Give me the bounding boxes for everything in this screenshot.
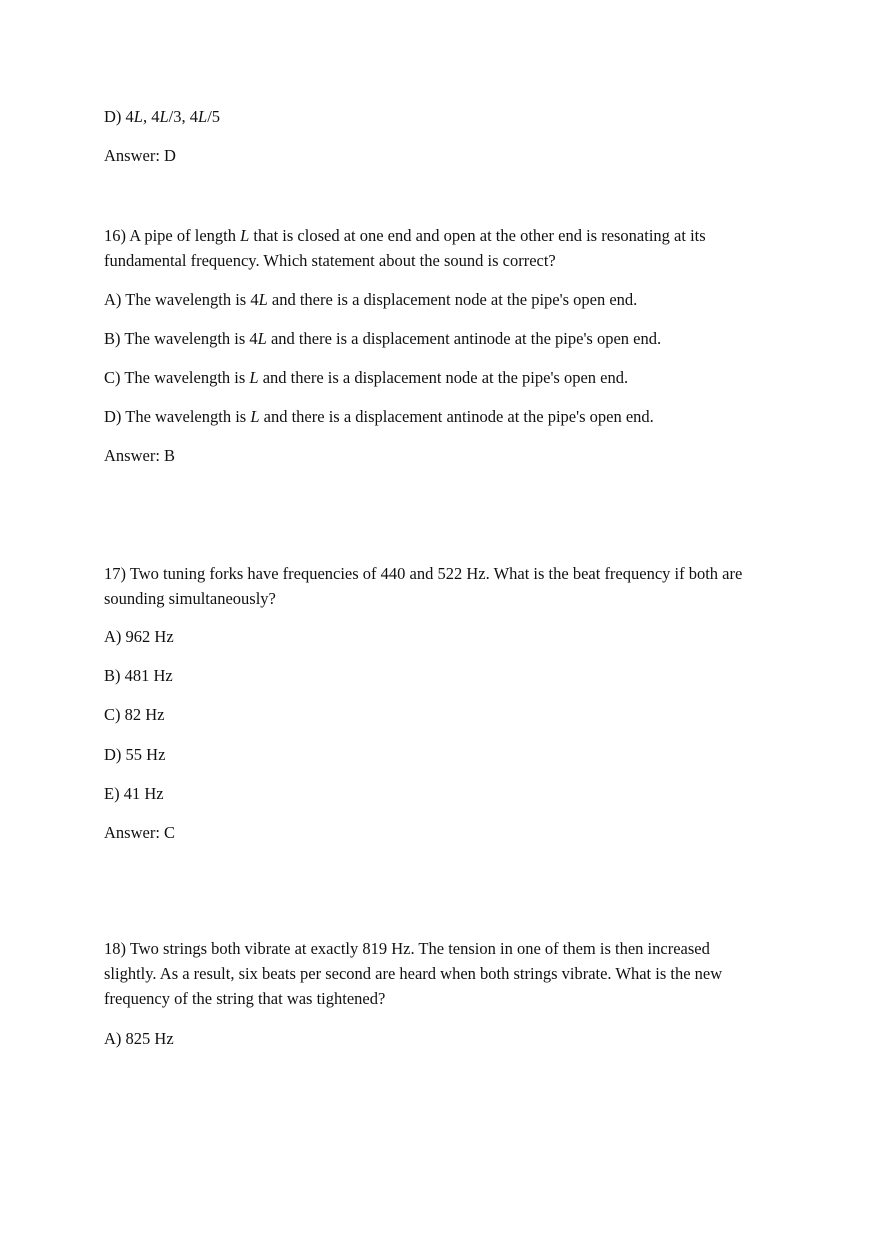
- text-fragment: and there is a displacement antinode at the pipe's open end.: [266, 329, 662, 348]
- variable-L: L: [198, 107, 208, 126]
- text-fragment: /3, 4: [168, 107, 199, 126]
- variable-L: L: [257, 329, 267, 348]
- q17-answer: Answer: C: [104, 823, 176, 842]
- text-fragment: 16) A pipe of length: [104, 226, 241, 245]
- q17-option-b: B) 481 Hz: [104, 666, 173, 685]
- text-fragment: and there is a displacement node at the pipe's open end.: [267, 290, 638, 309]
- q17-option-d: D) 55 Hz: [104, 745, 166, 764]
- text-fragment: D) The wavelength is: [104, 407, 251, 426]
- q16-option-d: [104, 404, 654, 429]
- text-fragment: C) The wavelength is: [104, 368, 250, 387]
- q18-stem-line1: 18) Two strings both vibrate at exactly 819 Hz. The tension in one of them is then increased: [104, 939, 710, 958]
- text-fragment: B) The wavelength is 4: [104, 329, 258, 348]
- q17-option-e: E) 41 Hz: [104, 784, 164, 803]
- text-fragment: 4: [125, 107, 134, 126]
- q18-stem-line2: slightly. As a result, six beats per second are heard when both strings vibrate. What is the new: [104, 964, 723, 983]
- text-fragment: /5: [207, 107, 221, 126]
- text-fragment: and there is a displacement node at the pipe's open end.: [258, 368, 629, 387]
- q15-answer: Answer: D: [104, 146, 176, 165]
- q17-stem-line1: 17) Two tuning forks have frequencies of 440 and 522 Hz. What is the beat frequency if both are: [104, 564, 743, 583]
- q16-option-a: [104, 287, 637, 312]
- q16-answer: Answer: B: [104, 446, 176, 465]
- variable-L: L: [250, 407, 260, 426]
- q15-option-d: [104, 104, 220, 129]
- q16-stem-line2: fundamental frequency. Which statement about the sound is correct?: [104, 251, 556, 270]
- variable-L: L: [240, 226, 250, 245]
- text-fragment: and there is a displacement antinode at the pipe's open end.: [259, 407, 654, 426]
- variable-L: L: [159, 107, 169, 126]
- q18-option-a: A) 825 Hz: [104, 1029, 174, 1048]
- q17-option-c: C) 82 Hz: [104, 705, 165, 724]
- variable-L: L: [258, 290, 268, 309]
- text-fragment: that is closed at one end and open at the other end is resonating at its: [249, 226, 706, 245]
- q17-stem-line2: sounding simultaneously?: [104, 589, 276, 608]
- text-fragment: , 4: [142, 107, 160, 126]
- q18-stem-line3: frequency of the string that was tightened?: [104, 989, 386, 1008]
- q16-stem-line1: [104, 223, 706, 248]
- variable-L: L: [133, 107, 143, 126]
- q16-option-c: [104, 365, 628, 390]
- q17-option-a: A) 962 Hz: [104, 627, 174, 646]
- q16-option-b: [104, 326, 661, 351]
- option-label: D): [104, 107, 126, 126]
- variable-L: L: [249, 368, 259, 387]
- text-fragment: A) The wavelength is 4: [104, 290, 259, 309]
